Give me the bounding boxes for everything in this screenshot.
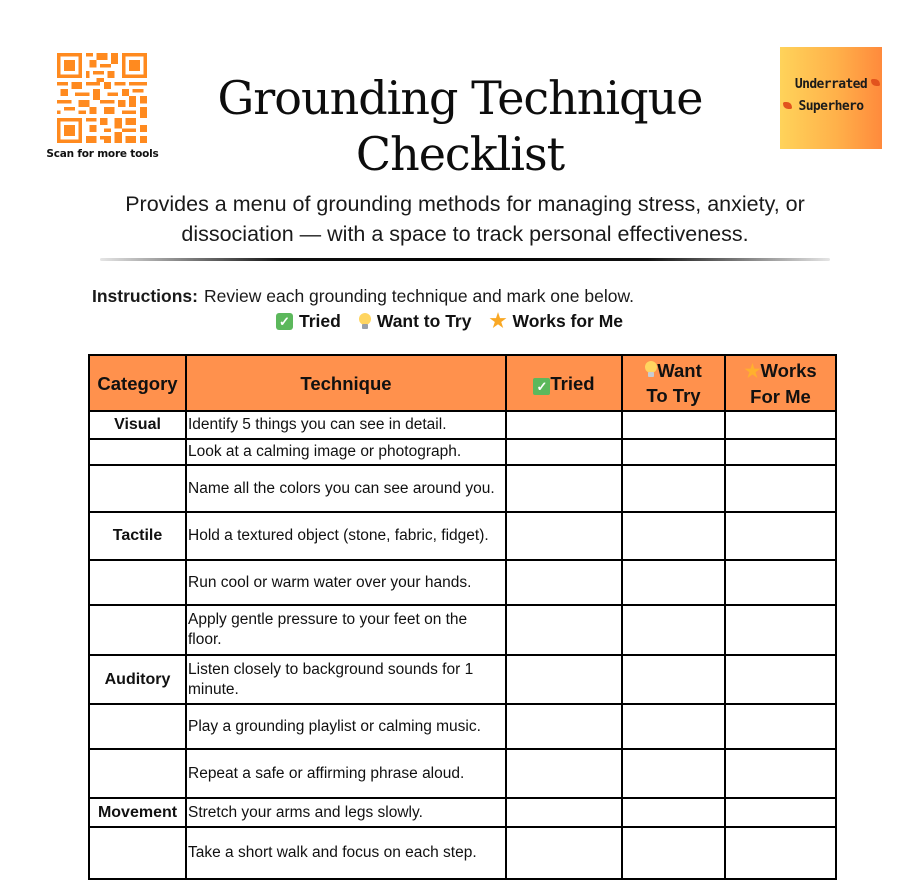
technique-cell: Run cool or warm water over your hands. bbox=[186, 560, 506, 605]
title-line2: Checklist bbox=[355, 127, 565, 181]
header-works-for-me bbox=[725, 355, 836, 411]
category-cell bbox=[89, 749, 186, 798]
header-technique: Technique bbox=[186, 355, 506, 411]
technique-cell: Name all the colors you can see around you. bbox=[186, 465, 506, 512]
tried-checkbox-cell[interactable] bbox=[506, 439, 622, 465]
technique-cell: Take a short walk and focus on each step. bbox=[186, 827, 506, 879]
tried-checkbox-cell[interactable] bbox=[506, 560, 622, 605]
qr-code[interactable] bbox=[55, 53, 149, 143]
table-row bbox=[89, 827, 836, 879]
header-want-to-try bbox=[622, 355, 725, 411]
title-line1: Grounding Technique bbox=[217, 71, 703, 125]
table-row bbox=[89, 411, 836, 439]
header-tried bbox=[506, 355, 622, 411]
tried-checkbox-cell[interactable] bbox=[506, 605, 622, 655]
table-row bbox=[89, 605, 836, 655]
check-icon: ✓ bbox=[533, 378, 550, 395]
subtitle-line2: dissociation — with a space to track personal effectiveness. bbox=[181, 222, 749, 246]
lightbulb-icon bbox=[645, 361, 657, 378]
category-cell bbox=[89, 439, 186, 465]
table-row bbox=[89, 749, 836, 798]
want-to-try-checkbox-cell[interactable] bbox=[622, 605, 725, 655]
qr-caption: Scan for more tools bbox=[46, 148, 159, 160]
want-to-try-checkbox-cell[interactable] bbox=[622, 827, 725, 879]
legend-item-works-for-me bbox=[489, 311, 623, 332]
works-for-me-checkbox-cell[interactable] bbox=[725, 465, 836, 512]
table-header-row bbox=[89, 355, 836, 411]
technique-cell: Listen closely to background sounds for 1 minute. bbox=[186, 655, 506, 704]
works-for-me-checkbox-cell[interactable] bbox=[725, 605, 836, 655]
want-to-try-checkbox-cell[interactable] bbox=[622, 749, 725, 798]
category-cell bbox=[89, 560, 186, 605]
works-for-me-checkbox-cell[interactable] bbox=[725, 827, 836, 879]
instructions bbox=[92, 286, 634, 307]
page-subtitle bbox=[85, 189, 845, 249]
instructions-label: Instructions: bbox=[92, 286, 198, 306]
instructions-text: Review each grounding technique and mark one below. bbox=[203, 286, 634, 306]
works-for-me-checkbox-cell[interactable] bbox=[725, 512, 836, 560]
legend-label: Tried bbox=[299, 311, 341, 331]
star-icon: ★ bbox=[489, 311, 507, 332]
header-works-line2: For Me bbox=[750, 385, 811, 407]
category-cell bbox=[89, 465, 186, 512]
tried-checkbox-cell[interactable] bbox=[506, 704, 622, 749]
tried-checkbox-cell[interactable] bbox=[506, 465, 622, 512]
legend-item-want-to-try bbox=[359, 311, 472, 332]
checklist-table bbox=[88, 354, 837, 880]
header-works-line1: Works bbox=[760, 359, 817, 381]
technique-cell: Hold a textured object (stone, fabric, fidget). bbox=[186, 512, 506, 560]
technique-cell: Identify 5 things you can see in detail. bbox=[186, 411, 506, 439]
table-row bbox=[89, 512, 836, 560]
tried-checkbox-cell[interactable] bbox=[506, 827, 622, 879]
subtitle-line1: Provides a menu of grounding methods for managing stress, anxiety, or bbox=[125, 192, 805, 216]
tried-checkbox-cell[interactable] bbox=[506, 512, 622, 560]
legend-item-tried bbox=[276, 311, 341, 332]
works-for-me-checkbox-cell[interactable] bbox=[725, 411, 836, 439]
want-to-try-checkbox-cell[interactable] bbox=[622, 439, 725, 465]
legend-label: Want to Try bbox=[376, 311, 472, 331]
header-category: Category bbox=[89, 355, 186, 411]
want-to-try-checkbox-cell[interactable] bbox=[622, 465, 725, 512]
category-cell: Visual bbox=[89, 411, 186, 439]
want-to-try-checkbox-cell[interactable] bbox=[622, 560, 725, 605]
header-want-line2: To Try bbox=[646, 385, 701, 406]
works-for-me-checkbox-cell[interactable] bbox=[725, 798, 836, 827]
category-cell: Movement bbox=[89, 798, 186, 827]
table-row bbox=[89, 798, 836, 827]
want-to-try-checkbox-cell[interactable] bbox=[622, 411, 725, 439]
butterfly-icon bbox=[871, 79, 880, 86]
works-for-me-checkbox-cell[interactable] bbox=[725, 704, 836, 749]
tried-checkbox-cell[interactable] bbox=[506, 411, 622, 439]
table-row bbox=[89, 439, 836, 465]
table-row bbox=[89, 655, 836, 704]
category-cell: Auditory bbox=[89, 655, 186, 704]
page-title bbox=[160, 70, 760, 182]
logo-text-line2: Superhero bbox=[798, 99, 864, 114]
technique-cell: Look at a calming image or photograph. bbox=[186, 439, 506, 465]
tried-checkbox-cell[interactable] bbox=[506, 749, 622, 798]
technique-cell: Repeat a safe or affirming phrase aloud. bbox=[186, 749, 506, 798]
butterfly-icon bbox=[783, 102, 792, 109]
check-icon: ✓ bbox=[276, 313, 293, 330]
technique-cell: Stretch your arms and legs slowly. bbox=[186, 798, 506, 827]
works-for-me-checkbox-cell[interactable] bbox=[725, 655, 836, 704]
legend bbox=[276, 311, 623, 332]
tried-checkbox-cell[interactable] bbox=[506, 655, 622, 704]
table-row bbox=[89, 704, 836, 749]
header-want-line1: Want bbox=[657, 360, 702, 381]
category-cell bbox=[89, 827, 186, 879]
works-for-me-checkbox-cell[interactable] bbox=[725, 560, 836, 605]
table-row bbox=[89, 465, 836, 512]
category-cell: Tactile bbox=[89, 512, 186, 560]
table-row bbox=[89, 560, 836, 605]
logo-text-line1: Underrated bbox=[794, 77, 868, 92]
category-cell bbox=[89, 704, 186, 749]
technique-cell: Play a grounding playlist or calming music. bbox=[186, 704, 506, 749]
lightbulb-icon bbox=[359, 313, 371, 330]
star-icon: ★ bbox=[744, 360, 761, 381]
works-for-me-checkbox-cell[interactable] bbox=[725, 749, 836, 798]
tried-checkbox-cell[interactable] bbox=[506, 798, 622, 827]
header-tried-label: Tried bbox=[550, 372, 595, 394]
legend-label: Works for Me bbox=[512, 311, 624, 331]
want-to-try-checkbox-cell[interactable] bbox=[622, 512, 725, 560]
divider bbox=[100, 258, 830, 261]
want-to-try-checkbox-cell[interactable] bbox=[622, 798, 725, 827]
category-cell bbox=[89, 605, 186, 655]
want-to-try-checkbox-cell[interactable] bbox=[622, 704, 725, 749]
want-to-try-checkbox-cell[interactable] bbox=[622, 655, 725, 704]
works-for-me-checkbox-cell[interactable] bbox=[725, 439, 836, 465]
brand-logo bbox=[780, 47, 882, 149]
technique-cell: Apply gentle pressure to your feet on the floor. bbox=[186, 605, 506, 655]
